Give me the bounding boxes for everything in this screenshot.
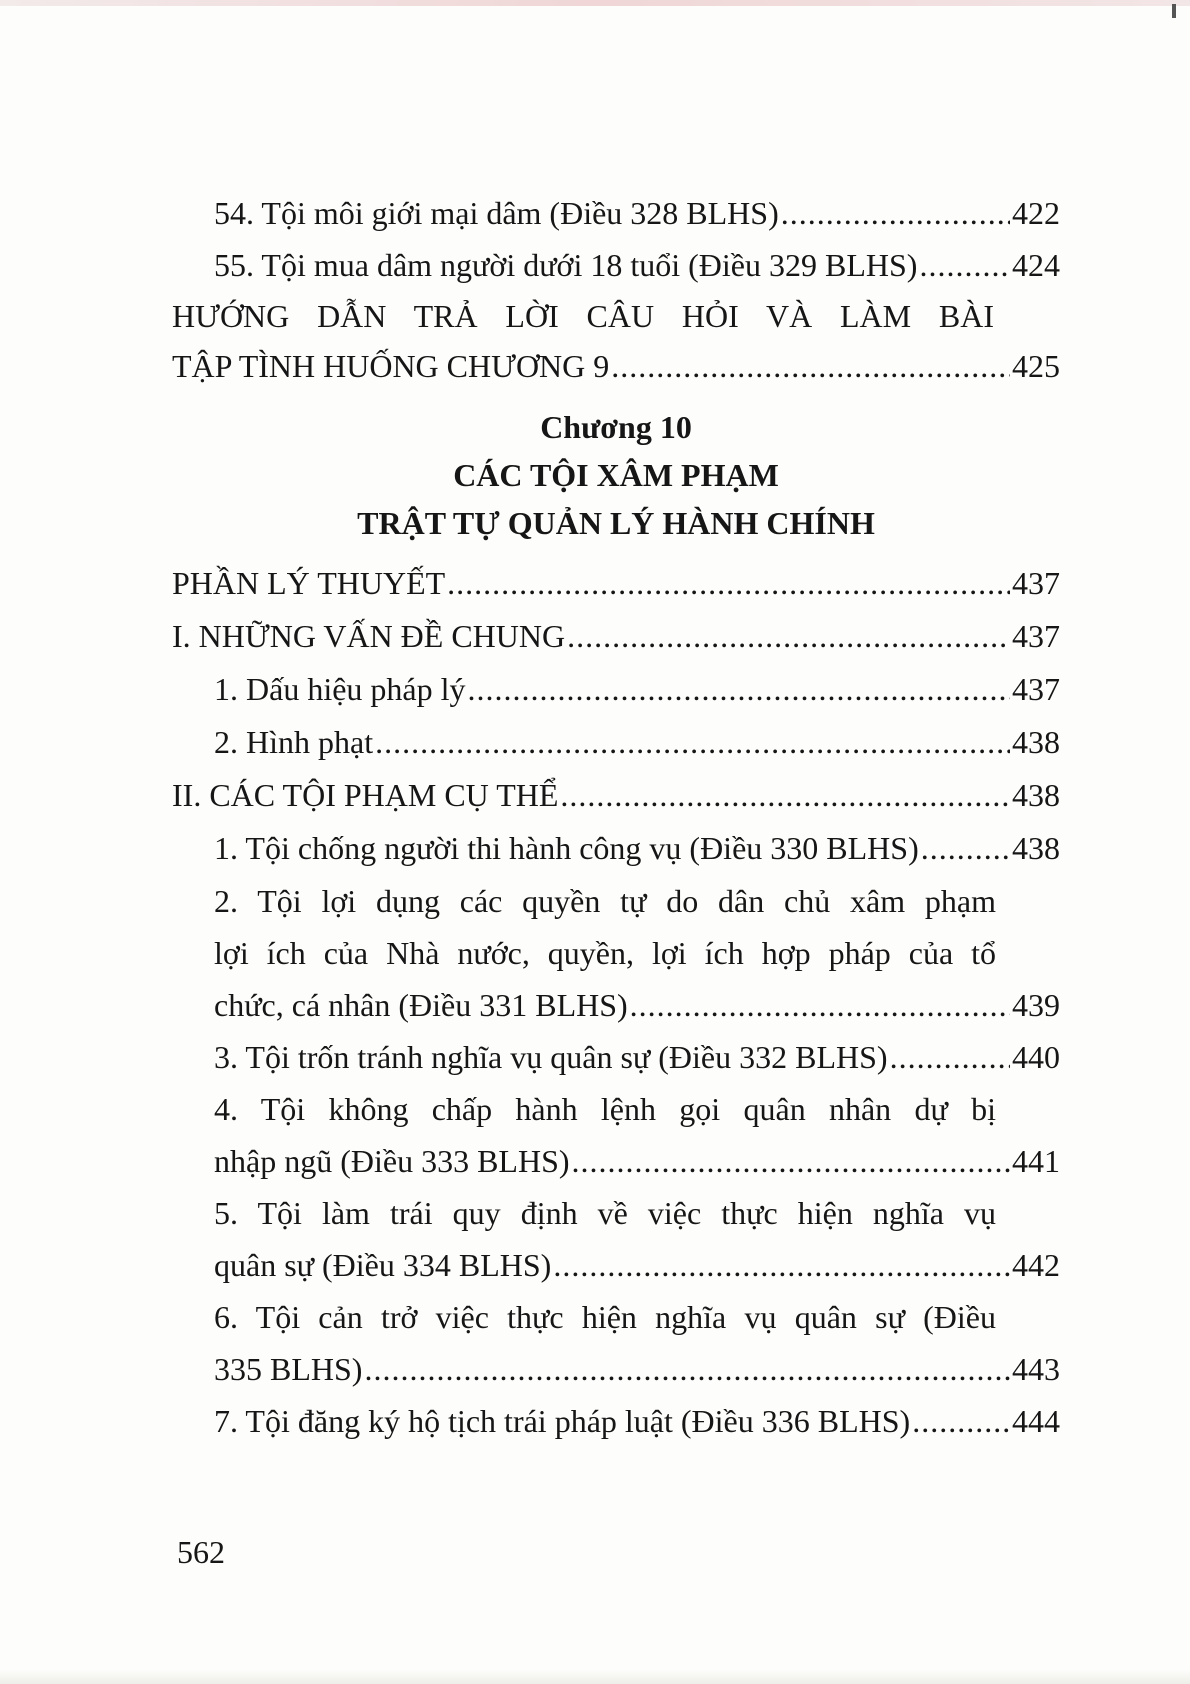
- toc-page-number: 444: [1012, 1403, 1060, 1439]
- dot-leader: [890, 1031, 1010, 1083]
- toc-page-number: 437: [1012, 671, 1060, 707]
- toc-entry-title: 7. Tội đăng ký hộ tịch trái pháp luật (Điều 336 BLHS): [214, 1403, 911, 1439]
- toc-page-number: 424: [1012, 247, 1060, 283]
- toc-page-number: 441: [1012, 1143, 1060, 1179]
- dot-leader: [912, 1395, 1010, 1447]
- chapter-number: Chương 10: [540, 409, 692, 445]
- toc-entry-title-line: 4. Tội không chấp hành lệnh gọi quân nhân dự bị: [214, 1091, 996, 1127]
- page-number: 562: [177, 1534, 225, 1570]
- toc-page-number: 438: [1012, 724, 1060, 760]
- page-top-edge: [0, 0, 1190, 6]
- toc-page-number: 437: [1012, 618, 1060, 654]
- toc-entry[interactable]: [172, 187, 1060, 239]
- toc-entry[interactable]: [172, 1343, 1060, 1395]
- toc-page-number: 425: [1012, 348, 1060, 384]
- toc-entry-title-line: HƯỚNG DẪN TRẢ LỜI CÂU HỎI VÀ LÀM BÀI: [172, 298, 994, 334]
- toc-entry-title: 55. Tội mua dâm người dưới 18 tuổi (Điều 329 BLHS): [214, 247, 918, 283]
- toc-entry-title: 3. Tội trốn tránh nghĩa vụ quân sự (Điều 332 BLHS): [214, 1039, 888, 1075]
- table-of-contents: [172, 187, 1060, 1447]
- toc-page-number: 437: [1012, 565, 1060, 601]
- toc-entry[interactable]: [172, 716, 1060, 769]
- toc-page-number: 439: [1012, 987, 1060, 1023]
- toc-entry-title: chức, cá nhân (Điều 331 BLHS): [214, 987, 628, 1023]
- toc-entry-title: 1. Dấu hiệu pháp lý: [214, 671, 466, 707]
- dot-leader: [630, 979, 1010, 1031]
- toc-page-number: 422: [1012, 195, 1060, 231]
- toc-entry-guide[interactable]: [172, 291, 1060, 341]
- toc-entry[interactable]: [172, 1135, 1060, 1187]
- toc-entry[interactable]: [172, 769, 1060, 822]
- toc-entry[interactable]: [172, 1395, 1060, 1447]
- toc-entry[interactable]: [172, 239, 1060, 291]
- dot-leader: [364, 1343, 1010, 1395]
- toc-entry-title: 2. Hình phạt: [214, 724, 374, 760]
- toc-entry-title-line: lợi ích của Nhà nước, quyền, lợi ích hợp pháp của tổ: [214, 935, 996, 971]
- dot-leader: [921, 822, 1010, 875]
- toc-entry[interactable]: [172, 557, 1060, 610]
- dot-leader: [375, 716, 1010, 769]
- toc-entry[interactable]: [172, 610, 1060, 663]
- scan-mark: [1172, 4, 1176, 18]
- toc-entry-title: TẬP TÌNH HUỐNG CHƯƠNG 9: [172, 348, 610, 384]
- toc-entry[interactable]: [172, 1031, 1060, 1083]
- toc-entry-title-line: 5. Tội làm trái quy định về việc thực hiện nghĩa vụ: [214, 1195, 996, 1231]
- toc-page-number: 438: [1012, 777, 1060, 813]
- toc-entry-title: PHẦN LÝ THUYẾT: [172, 565, 446, 601]
- dot-leader: [560, 769, 1010, 822]
- toc-entry-title: quân sự (Điều 334 BLHS): [214, 1247, 552, 1283]
- toc-page-number: 442: [1012, 1247, 1060, 1283]
- toc-entry-multiline[interactable]: [172, 875, 1110, 979]
- toc-page-number: 440: [1012, 1039, 1060, 1075]
- toc-entry-multiline[interactable]: [172, 1291, 1110, 1343]
- toc-entry-title: II. CÁC TỘI PHẠM CỤ THỂ: [172, 777, 559, 813]
- toc-entry[interactable]: [172, 663, 1060, 716]
- toc-entry-title: 54. Tội môi giới mại dâm (Điều 328 BLHS): [214, 195, 779, 231]
- toc-page-number: 443: [1012, 1351, 1060, 1387]
- dot-leader: [567, 610, 1010, 663]
- toc-entry-title-line: 2. Tội lợi dụng các quyền tự do dân chủ xâm phạm: [214, 883, 996, 919]
- chapter-title-line-1: CÁC TỘI XÂM PHẠM: [453, 457, 779, 493]
- toc-entry[interactable]: [172, 979, 1060, 1031]
- chapter-title-line-2: TRẬT TỰ QUẢN LÝ HÀNH CHÍNH: [357, 505, 875, 541]
- toc-entry-multiline[interactable]: [172, 1187, 1110, 1239]
- toc-entry-title: 335 BLHS): [214, 1351, 363, 1387]
- dot-leader: [611, 341, 1010, 391]
- page-bottom-edge: [0, 1670, 1190, 1684]
- dot-leader: [781, 187, 1010, 239]
- toc-page-number: 438: [1012, 830, 1060, 866]
- dot-leader: [468, 663, 1011, 716]
- dot-leader: [572, 1135, 1010, 1187]
- dot-leader: [447, 557, 1010, 610]
- toc-entry-title: I. NHỮNG VẤN ĐỀ CHUNG: [172, 618, 566, 654]
- toc-entry-title: 1. Tội chống người thi hành công vụ (Điều 330 BLHS): [214, 830, 919, 866]
- toc-entry[interactable]: [172, 822, 1060, 875]
- toc-entry-title-line: 6. Tội cản trở việc thực hiện nghĩa vụ quân sự (Điều: [214, 1299, 996, 1335]
- toc-entry-multiline[interactable]: [172, 1083, 1110, 1135]
- toc-entry[interactable]: [172, 1239, 1060, 1291]
- dot-leader: [553, 1239, 1010, 1291]
- toc-entry-title: nhập ngũ (Điều 333 BLHS): [214, 1143, 570, 1179]
- toc-entry[interactable]: [172, 341, 1060, 391]
- dot-leader: [919, 239, 1010, 291]
